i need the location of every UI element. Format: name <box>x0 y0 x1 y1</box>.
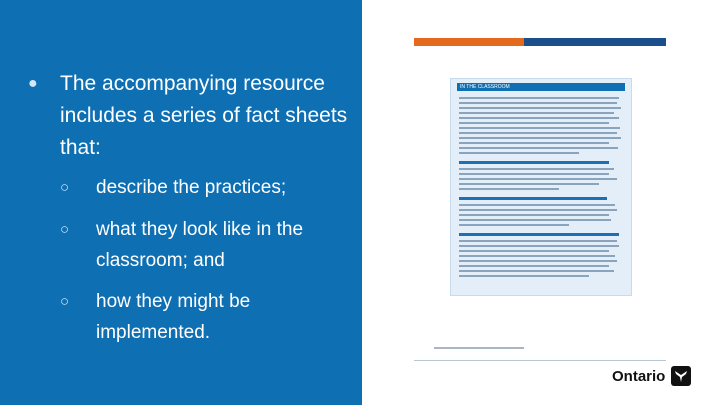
sub-bullet-marker: ○ <box>60 293 70 310</box>
text-line <box>459 97 619 99</box>
text-line <box>459 204 615 206</box>
text-line <box>459 260 617 262</box>
text-line <box>459 107 621 109</box>
footer-line <box>434 347 524 349</box>
fact-sheet-thumbnail <box>450 78 632 296</box>
ontario-logo <box>612 366 691 386</box>
text-line <box>459 214 609 216</box>
text-line <box>459 270 614 272</box>
text-line <box>459 209 617 211</box>
footer-rule <box>414 360 666 361</box>
sub-bullet-text: how they might be implemented. <box>96 291 251 343</box>
header-stripe-accent <box>414 38 524 46</box>
text-line <box>459 275 589 277</box>
text-line <box>459 127 620 129</box>
text-line <box>459 240 617 242</box>
text-line <box>459 188 559 190</box>
sub-bullet-text: what they look like in the classroom; and <box>96 219 304 271</box>
text-line <box>459 142 609 144</box>
ontario-wordmark: Ontario <box>612 367 666 385</box>
sub-bullet-text: describe the practices; <box>96 177 287 198</box>
text-line <box>459 122 609 124</box>
text-line <box>459 147 618 149</box>
text-line <box>459 132 617 134</box>
text-line <box>459 255 615 257</box>
trillium-icon <box>671 366 691 386</box>
text-line <box>459 178 617 180</box>
text-line <box>459 112 614 114</box>
header-stripe <box>414 38 666 46</box>
document-preview-panel <box>362 0 720 405</box>
subheading-line <box>459 161 609 164</box>
text-line <box>459 137 621 139</box>
text-line <box>459 219 611 221</box>
text-line <box>459 152 579 154</box>
text-line <box>459 245 619 247</box>
sub-bullet-marker: ○ <box>60 221 70 238</box>
subheading-line <box>459 197 607 200</box>
fact-sheet-heading: IN THE CLASSROOM <box>457 83 625 91</box>
text-line <box>459 168 614 170</box>
bullet-marker: ● <box>28 75 38 92</box>
text-line <box>459 117 619 119</box>
text-line <box>459 183 599 185</box>
sub-bullet-marker: ○ <box>60 179 70 196</box>
main-bullet-text: The accompanying resource includes a series of fact sheets that: <box>60 72 348 159</box>
subheading-line <box>459 233 619 236</box>
text-line <box>459 250 609 252</box>
text-line <box>459 224 569 226</box>
text-line <box>459 173 609 175</box>
text-line <box>459 102 617 104</box>
text-line <box>459 265 609 267</box>
